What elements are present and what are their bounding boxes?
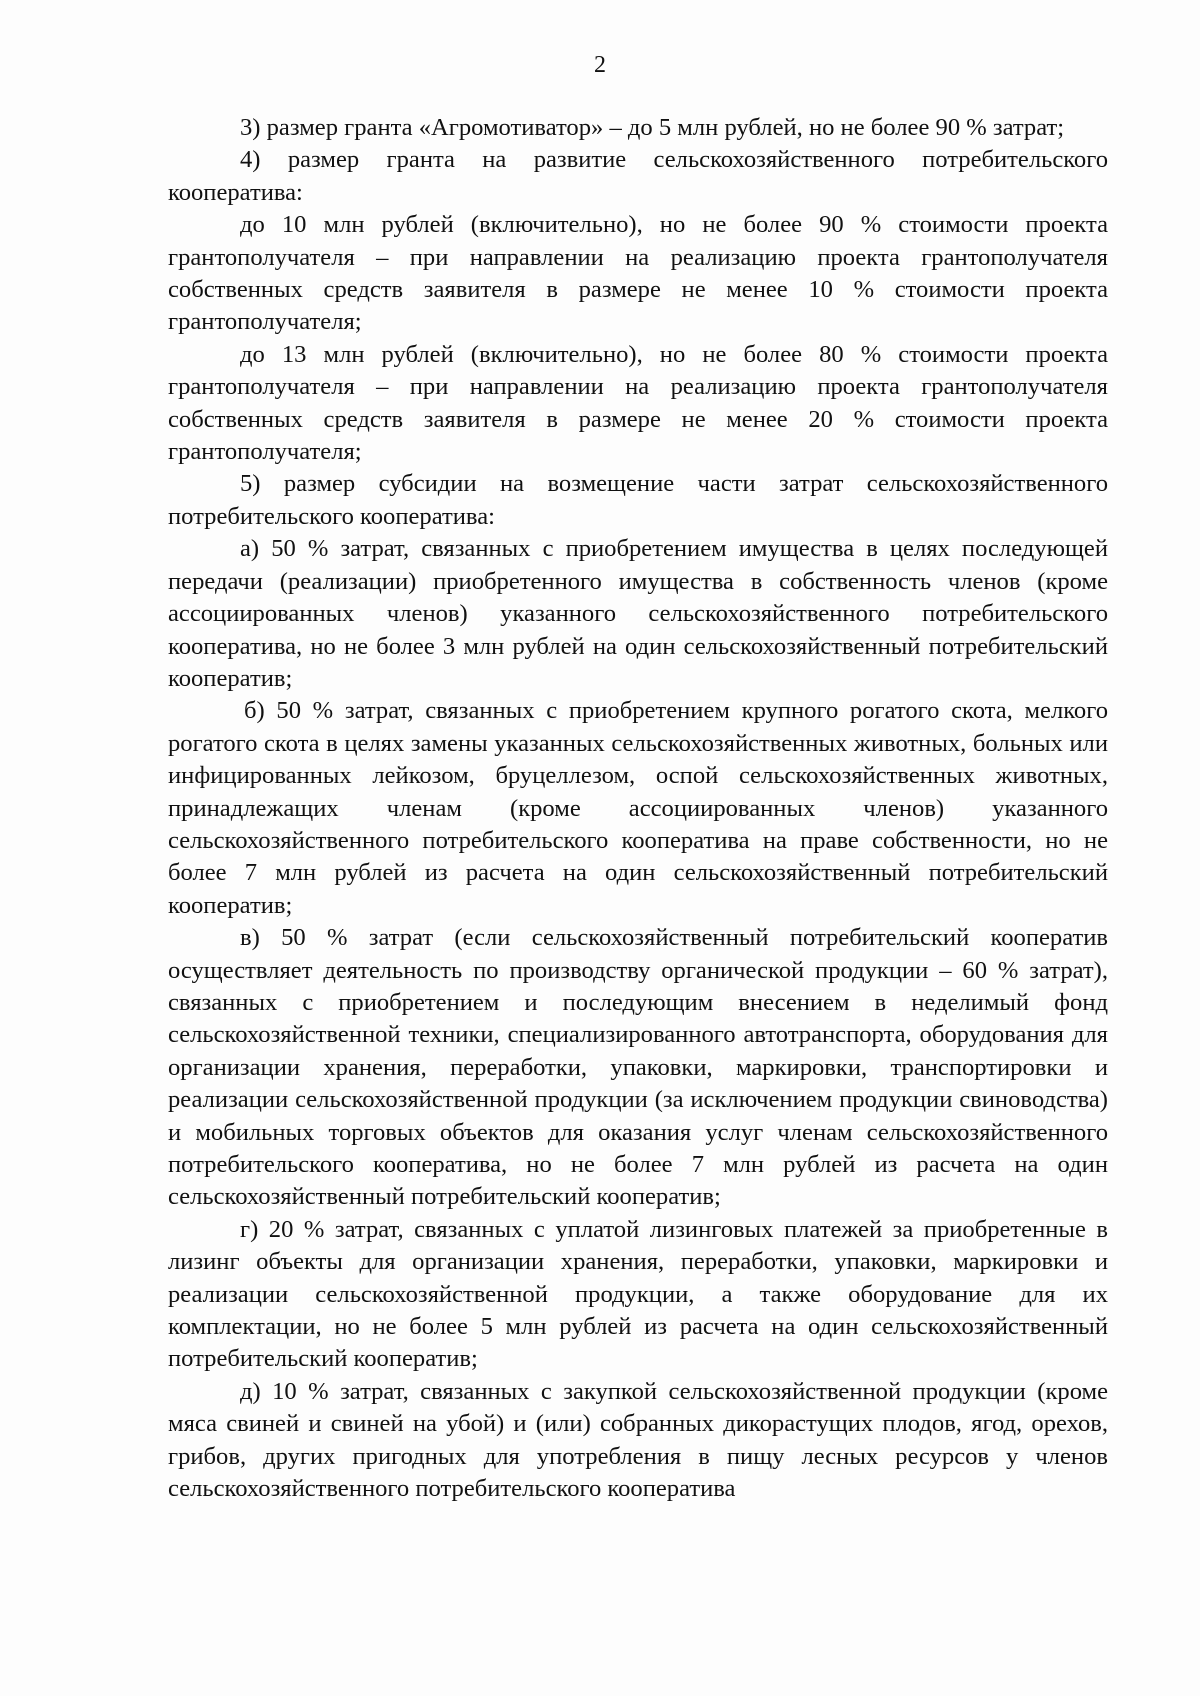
paragraph-subsidy-item-v: в) 50 % затрат (если сельскохозяйственный потребительский кооператив осуществляет деятельность по производству органической продукции – 60 % затрат), связанных с приобретением и последующим внесением в неделимый фонд сельскохозяйственной техники, специализированного автотранспорта, оборудования для организации хранения, переработки, упаковки, маркировки, транспортировки и реализации сельскохозяйственной продукции (за исключением продукции свиноводства) и мобильных торговых объектов для оказания услуг членам сельскохозяйственного потребительского кооператива, но не более 7 млн рублей из расчета на один сельскохозяйственный потребительский кооператив; xyxy=(168,924,1108,1211)
paragraph-subsidy-item-d: д) 10 % затрат, связанных с закупкой сельскохозяйственной продукции (кроме мяса свиней и свиней на убой) и (или) собранных дикорастущих плодов, ягод, орехов, грибов, других пригодных для употребления в пищу лесных ресурсов у членов сельскохозяйственного потребительского кооператива xyxy=(168,1377,1108,1503)
paragraph-subsidy-item-b: б) 50 % затрат, связанных с приобретением крупного рогатого скота, мелкого рогатого скота в целях замены указанных сельскохозяйственных животных, больных или инфицированных лейкозом, бруцеллезом, оспой сельскохозяйственных животных, принадлежащих членам (кроме ассоциированных членов) указанного сельскохозяйственного потребительского кооператива на праве собственности, но не более 7 млн рублей из расчета на один сельскохозяйственный потребительский кооператив; xyxy=(168,697,1108,919)
paragraph-grant-13-million: до 13 млн рублей (включительно), но не более 80 % стоимости проекта грантополучателя – при направлении на реализацию проекта грантополучателя собственных средств заявителя в размере не менее 20 % стоимости проекта грантополучателя; xyxy=(168,340,1108,466)
paragraph-grant-agromotivator: 3) размер гранта «Агромотиватор» – до 5 млн рублей, но не более 90 % затрат; xyxy=(240,114,1065,141)
paragraph-grant-10-million: до 10 млн рублей (включительно), но не более 90 % стоимости проекта грантополучателя – при направлении на реализацию проекта грантополучателя собственных средств заявителя в размере не менее 10 % стоимости проекта грантополучателя; xyxy=(168,211,1108,336)
page-number: 2 xyxy=(594,52,606,78)
paragraph-grant-cooperative-heading: 4) размер гранта на развитие сельскохозяйственного потребительского кооператива: xyxy=(168,146,1108,206)
document-body xyxy=(168,112,1108,1505)
paragraph-subsidy-item-a: а) 50 % затрат, связанных с приобретением имущества в целях последующей передачи (реализации) приобретенного имущества в собственность членов (кроме ассоциированных членов) указанного сельскохозяйственного потребительского кооператива, но не более 3 млн рублей на один сельскохозяйственный потребительский кооператив; xyxy=(168,535,1108,692)
paragraph-subsidy-item-g: г) 20 % затрат, связанных с уплатой лизинговых платежей за приобретенные в лизинг объекты для организации хранения, переработки, упаковки, маркировки и реализации сельскохозяйственной продукции, а также оборудование для их комплектации, но не более 5 млн рублей из расчета на один сельскохозяйственный потребительский кооператив; xyxy=(168,1215,1108,1373)
paragraph-subsidy-heading: 5) размер субсидии на возмещение части затрат сельскохозяйственного потребительского кооператива: xyxy=(168,470,1108,530)
